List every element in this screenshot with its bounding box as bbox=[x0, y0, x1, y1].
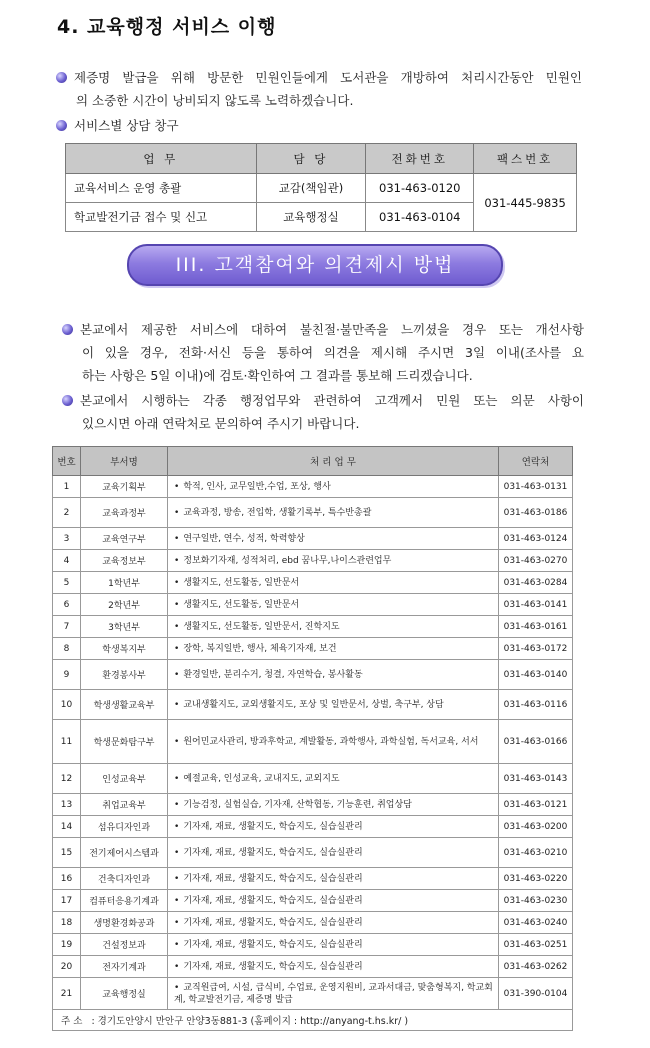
bullet-dot-icon: • bbox=[174, 621, 180, 632]
dept-phone: 031-463-0172 bbox=[499, 638, 573, 660]
counsel-row bbox=[66, 174, 577, 203]
dept-name: 교육정보부 bbox=[81, 550, 168, 572]
dept-no: 7 bbox=[53, 616, 81, 638]
counsel-header-charge: 담 당 bbox=[256, 144, 366, 174]
dept-no: 14 bbox=[53, 816, 81, 838]
inquiry-line-2: 있으시면 아래 연락처로 문의하여 주시기 바랍니다. bbox=[82, 416, 360, 431]
dept-phone: 031-390-0104 bbox=[499, 978, 573, 1010]
table-row bbox=[53, 838, 573, 868]
dept-no: 2 bbox=[53, 498, 81, 528]
dept-name: 학생문화탐구부 bbox=[81, 720, 168, 764]
feedback-line-1: 본교에서 제공한 서비스에 대하여 불친절·불만족을 느끼셨을 경우 또는 개선사항 bbox=[62, 318, 584, 341]
table-row bbox=[53, 720, 573, 764]
intro-line-1: 제증명 발급을 위해 방문한 민원인들에게 도서관을 개방하여 처리시간동안 민원인 bbox=[56, 66, 582, 89]
dept-name: 전자기계과 bbox=[81, 956, 168, 978]
dept-phone: 031-463-0131 bbox=[499, 476, 573, 498]
table-row bbox=[53, 764, 573, 794]
dept-no: 4 bbox=[53, 550, 81, 572]
dept-phone: 031-463-0210 bbox=[499, 838, 573, 868]
dept-task: • 기자재, 재료, 생활지도, 학습지도, 실습실관리 bbox=[168, 956, 499, 978]
dept-name: 취업교육부 bbox=[81, 794, 168, 816]
dept-task: • 생활지도, 선도활동, 일반문서 bbox=[168, 594, 499, 616]
counsel-task: 교육서비스 운영 총괄 bbox=[66, 174, 257, 203]
dept-no: 12 bbox=[53, 764, 81, 794]
dept-task: • 기자재, 재료, 생활지도, 학습지도, 실습실관리 bbox=[168, 816, 499, 838]
dept-task: • 환경일반, 분리수거, 청결, 자연학습, 봉사활동 bbox=[168, 660, 499, 690]
dept-header-phone: 연락처 bbox=[499, 447, 573, 476]
dept-task: • 교직원급여, 시설, 급식비, 수업료, 운영지원비, 교과서대금, 맞춤형복지, 학교회계, 학교발전기금, 제증명 발급 bbox=[168, 978, 499, 1010]
dept-phone: 031-463-0161 bbox=[499, 616, 573, 638]
bullet-dot-icon: • bbox=[174, 821, 180, 832]
dept-no: 11 bbox=[53, 720, 81, 764]
table-row bbox=[53, 912, 573, 934]
table-row bbox=[53, 794, 573, 816]
table-row bbox=[53, 572, 573, 594]
bullet-dot-icon: • bbox=[174, 555, 180, 566]
dept-task: • 기자재, 재료, 생활지도, 학습지도, 실습실관리 bbox=[168, 838, 499, 868]
counsel-charge: 교감(책임관) bbox=[256, 174, 366, 203]
dept-phone: 031-463-0200 bbox=[499, 816, 573, 838]
dept-task: • 정보화기자재, 성적처리, ebd 꿈나무,나이스관련업무 bbox=[168, 550, 499, 572]
dept-name: 생명환경화공과 bbox=[81, 912, 168, 934]
dept-no: 16 bbox=[53, 868, 81, 890]
dept-header-no: 번호 bbox=[53, 447, 81, 476]
feedback-line-2: 이 있을 경우, 전화·서신 등을 통하여 의견을 제시해 주시면 3일 이내(조사를 요 bbox=[82, 345, 584, 360]
dept-phone: 031-463-0186 bbox=[499, 498, 573, 528]
table-row bbox=[53, 594, 573, 616]
dept-phone: 031-463-0251 bbox=[499, 934, 573, 956]
dept-no: 1 bbox=[53, 476, 81, 498]
counsel-header-fax: 팩스번호 bbox=[474, 144, 577, 174]
dept-name: 1학년부 bbox=[81, 572, 168, 594]
dept-phone: 031-463-0240 bbox=[499, 912, 573, 934]
dept-name: 교육행정실 bbox=[81, 978, 168, 1010]
dept-no: 17 bbox=[53, 890, 81, 912]
dept-phone: 031-463-0262 bbox=[499, 956, 573, 978]
dept-phone: 031-463-0284 bbox=[499, 572, 573, 594]
table-row bbox=[53, 498, 573, 528]
inquiry-line-1: 본교에서 시행하는 각종 행정업무와 관련하여 고객께서 민원 또는 의문 사항이 bbox=[62, 389, 584, 412]
feedback-paragraph bbox=[62, 318, 584, 387]
dept-phone: 031-463-0124 bbox=[499, 528, 573, 550]
dept-phone: 031-463-0220 bbox=[499, 868, 573, 890]
intro-paragraph bbox=[56, 66, 582, 112]
dept-name: 전기제어시스템과 bbox=[81, 838, 168, 868]
dept-no: 10 bbox=[53, 690, 81, 720]
dept-phone: 031-463-0140 bbox=[499, 660, 573, 690]
bullet-icon bbox=[62, 324, 73, 335]
dept-phone: 031-463-0230 bbox=[499, 890, 573, 912]
dept-phone: 031-463-0143 bbox=[499, 764, 573, 794]
dept-name: 2학년부 bbox=[81, 594, 168, 616]
bullet-dot-icon: • bbox=[174, 873, 180, 884]
dept-name: 인성교육부 bbox=[81, 764, 168, 794]
dept-task: • 교내생활지도, 교외생활지도, 포상 및 일반문서, 상벌, 축구부, 상담 bbox=[168, 690, 499, 720]
dept-task: • 장학, 복지일반, 행사, 체육기자재, 보건 bbox=[168, 638, 499, 660]
bullet-dot-icon: • bbox=[174, 799, 180, 810]
dept-no: 8 bbox=[53, 638, 81, 660]
dept-name: 학생복지부 bbox=[81, 638, 168, 660]
dept-no: 13 bbox=[53, 794, 81, 816]
table-row bbox=[53, 638, 573, 660]
dept-task: • 학적, 인사, 교무일반,수업, 포상, 행사 bbox=[168, 476, 499, 498]
dept-task: • 교육과정, 방송, 전입학, 생활기록부, 특수반총괄 bbox=[168, 498, 499, 528]
dept-task: • 예절교육, 인성교육, 교내지도, 교외지도 bbox=[168, 764, 499, 794]
counsel-task: 학교발전기금 접수 및 신고 bbox=[66, 203, 257, 232]
table-row bbox=[53, 890, 573, 912]
inquiry-paragraph bbox=[62, 389, 584, 435]
bullet-dot-icon: • bbox=[174, 699, 180, 710]
dept-name: 환경봉사부 bbox=[81, 660, 168, 690]
dept-name: 섬유디자인과 bbox=[81, 816, 168, 838]
bullet-dot-icon: • bbox=[174, 599, 180, 610]
dept-no: 6 bbox=[53, 594, 81, 616]
bullet-dot-icon: • bbox=[174, 736, 180, 747]
dept-name: 교육기획부 bbox=[81, 476, 168, 498]
section-title: 4. 교육행정 서비스 이행 bbox=[57, 16, 277, 38]
counsel-fax: 031-445-9835 bbox=[474, 174, 577, 232]
bullet-dot-icon: • bbox=[174, 961, 180, 972]
counsel-phone: 031-463-0104 bbox=[366, 203, 474, 232]
bullet-dot-icon: • bbox=[174, 895, 180, 906]
counsel-heading: 서비스별 상담 창구 bbox=[56, 114, 179, 137]
bullet-icon bbox=[56, 72, 67, 83]
dept-name: 컴퓨터응용기계과 bbox=[81, 890, 168, 912]
feedback-line-3: 하는 사항은 5일 이내)에 검토·확인하여 그 결과를 통보해 드리겠습니다. bbox=[82, 368, 473, 383]
bullet-dot-icon: • bbox=[174, 773, 180, 784]
bullet-dot-icon: • bbox=[174, 481, 180, 492]
dept-header-row bbox=[53, 447, 573, 476]
bullet-dot-icon: • bbox=[174, 577, 180, 588]
dept-phone: 031-463-0121 bbox=[499, 794, 573, 816]
dept-no: 18 bbox=[53, 912, 81, 934]
dept-task: • 생활지도, 선도활동, 일반문서, 진학지도 bbox=[168, 616, 499, 638]
dept-name: 교육연구부 bbox=[81, 528, 168, 550]
table-row bbox=[53, 476, 573, 498]
bullet-dot-icon: • bbox=[174, 507, 180, 518]
bullet-icon bbox=[62, 395, 73, 406]
dept-phone: 031-463-0166 bbox=[499, 720, 573, 764]
table-row bbox=[53, 616, 573, 638]
dept-phone: 031-463-0116 bbox=[499, 690, 573, 720]
table-row bbox=[53, 816, 573, 838]
dept-no: 9 bbox=[53, 660, 81, 690]
dept-header-task: 처 리 업 무 bbox=[168, 447, 499, 476]
dept-task: • 기자재, 재료, 생활지도, 학습지도, 실습실관리 bbox=[168, 934, 499, 956]
bullet-dot-icon: • bbox=[174, 982, 180, 993]
dept-name: 건축디자인과 bbox=[81, 868, 168, 890]
table-row bbox=[53, 956, 573, 978]
dept-name: 교육과정부 bbox=[81, 498, 168, 528]
dept-no: 15 bbox=[53, 838, 81, 868]
dept-phone: 031-463-0270 bbox=[499, 550, 573, 572]
table-row bbox=[53, 868, 573, 890]
dept-no: 5 bbox=[53, 572, 81, 594]
dept-no: 20 bbox=[53, 956, 81, 978]
address-text: : 경기도안양시 만안구 안양3동881-3 (홈페이지 : http://anyang-t.hs.kr/ ) bbox=[91, 1016, 409, 1027]
dept-task: • 연구일반, 연수, 성적, 학력향상 bbox=[168, 528, 499, 550]
dept-no: 21 bbox=[53, 978, 81, 1010]
address-cell bbox=[53, 1010, 573, 1031]
counsel-header-row bbox=[66, 144, 577, 174]
bullet-dot-icon: • bbox=[174, 643, 180, 654]
bullet-dot-icon: • bbox=[174, 917, 180, 928]
dept-task: • 원어민교사관리, 방과후학교, 계발활동, 과학행사, 과학실험, 독서교육, 서서 bbox=[168, 720, 499, 764]
table-row bbox=[53, 978, 573, 1010]
dept-task: • 기능검정, 실험실습, 기자재, 산학협동, 기능훈련, 취업상담 bbox=[168, 794, 499, 816]
counsel-phone: 031-463-0120 bbox=[366, 174, 474, 203]
counsel-table bbox=[65, 143, 577, 232]
table-row bbox=[53, 934, 573, 956]
intro-line-2: 의 소중한 시간이 낭비되지 않도록 노력하겠습니다. bbox=[76, 93, 354, 108]
table-row bbox=[53, 690, 573, 720]
address-row bbox=[53, 1010, 573, 1031]
bullet-icon bbox=[56, 120, 67, 131]
dept-name: 건설정보과 bbox=[81, 934, 168, 956]
dept-no: 3 bbox=[53, 528, 81, 550]
dept-task: • 기자재, 재료, 생활지도, 학습지도, 실습실관리 bbox=[168, 868, 499, 890]
counsel-charge: 교육행정실 bbox=[256, 203, 366, 232]
table-row bbox=[53, 550, 573, 572]
table-row bbox=[53, 528, 573, 550]
counsel-header-task: 업 무 bbox=[66, 144, 257, 174]
dept-task: • 기자재, 재료, 생활지도, 학습지도, 실습실관리 bbox=[168, 912, 499, 934]
address-label: 주 소 bbox=[61, 1016, 83, 1027]
department-table bbox=[52, 446, 573, 1031]
dept-task: • 기자재, 재료, 생활지도, 학습지도, 실습실관리 bbox=[168, 890, 499, 912]
dept-name: 3학년부 bbox=[81, 616, 168, 638]
dept-header-name: 부서명 bbox=[81, 447, 168, 476]
dept-phone: 031-463-0141 bbox=[499, 594, 573, 616]
section-banner: III. 고객참여와 의견제시 방법 bbox=[127, 244, 503, 286]
dept-task: • 생활지도, 선도활동, 일반문서 bbox=[168, 572, 499, 594]
bullet-dot-icon: • bbox=[174, 847, 180, 858]
bullet-dot-icon: • bbox=[174, 939, 180, 950]
dept-no: 19 bbox=[53, 934, 81, 956]
dept-name: 학생생활교육부 bbox=[81, 690, 168, 720]
counsel-header-phone: 전화번호 bbox=[366, 144, 474, 174]
table-row bbox=[53, 660, 573, 690]
bullet-dot-icon: • bbox=[174, 533, 180, 544]
bullet-dot-icon: • bbox=[174, 669, 180, 680]
